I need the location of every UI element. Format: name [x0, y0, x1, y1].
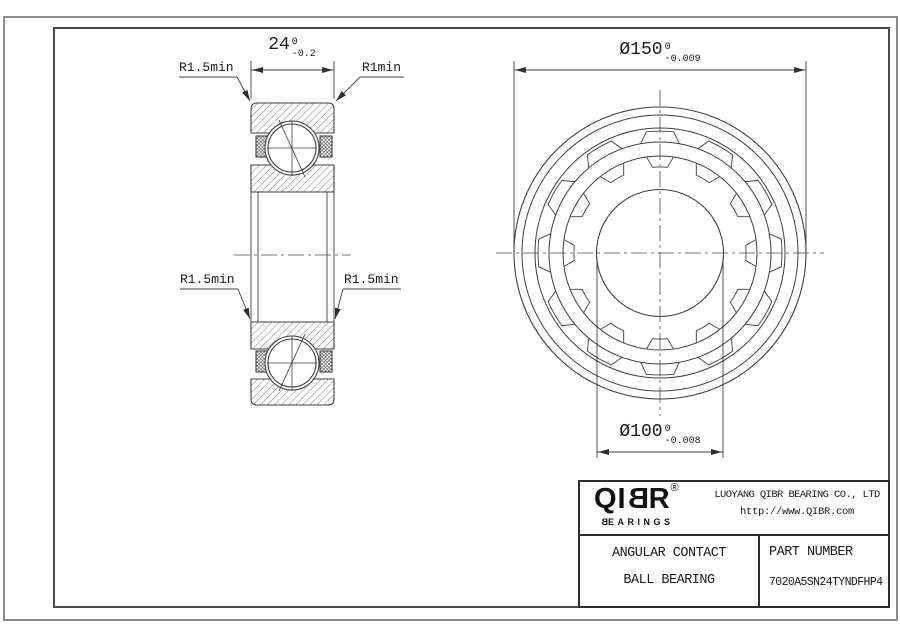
registered-trademark-symbol: ®: [670, 482, 680, 494]
company-website: http://www.QIBR.com: [739, 506, 855, 518]
outer-diameter-dimension: [577, 41, 743, 64]
logo-letter-b-mirrored: B: [626, 483, 649, 515]
brand-logo-subtext: [594, 517, 706, 527]
brand-logo: [580, 482, 706, 534]
part-number-value: 7020A5SN24TYNDFHP4: [769, 576, 883, 589]
title-block-part-row: [580, 534, 888, 606]
width-dimension: [240, 36, 344, 59]
radius-label-top-right: R1min: [362, 60, 402, 75]
radius-label-bottom-left: R1.5min: [180, 272, 235, 287]
bore-diameter-tolerance: 0 -0.008: [664, 424, 701, 447]
outer-diameter-tolerance: 0 -0.009: [664, 42, 701, 65]
width-dimension-value: 24: [268, 35, 290, 55]
bore-diameter-dimension: [577, 423, 743, 446]
company-info: [706, 482, 888, 534]
outer-diameter-value: Ø150: [619, 40, 663, 60]
company-name: LUOYANG QIBR BEARING CO., LTD: [714, 489, 880, 501]
width-dimension-tolerance: 0 -0.2: [291, 37, 316, 60]
part-number-cell: [758, 536, 888, 606]
product-name-line2: BALL BEARING: [623, 572, 715, 588]
logo-sub-letters: EARINGS: [608, 517, 674, 527]
part-number-label: PART NUMBER: [769, 545, 853, 560]
title-block: [578, 480, 890, 608]
title-block-header-row: [580, 482, 888, 534]
radius-label-top-left: R1.5min: [179, 60, 234, 75]
section-view: [251, 103, 334, 405]
radius-label-bottom-right: R1.5min: [344, 272, 399, 287]
product-name-line1: ANGULAR CONTACT: [611, 546, 727, 561]
bore-diameter-value: Ø100: [619, 422, 663, 442]
logo-sub-letter-b-mirrored: B: [598, 517, 608, 527]
front-view-centerlines: [496, 90, 824, 416]
brand-logo-wordmark: [594, 482, 706, 515]
logo-letter-r: R: [648, 483, 671, 515]
product-name: [580, 536, 758, 606]
logo-letters-qi: QI: [594, 483, 627, 515]
